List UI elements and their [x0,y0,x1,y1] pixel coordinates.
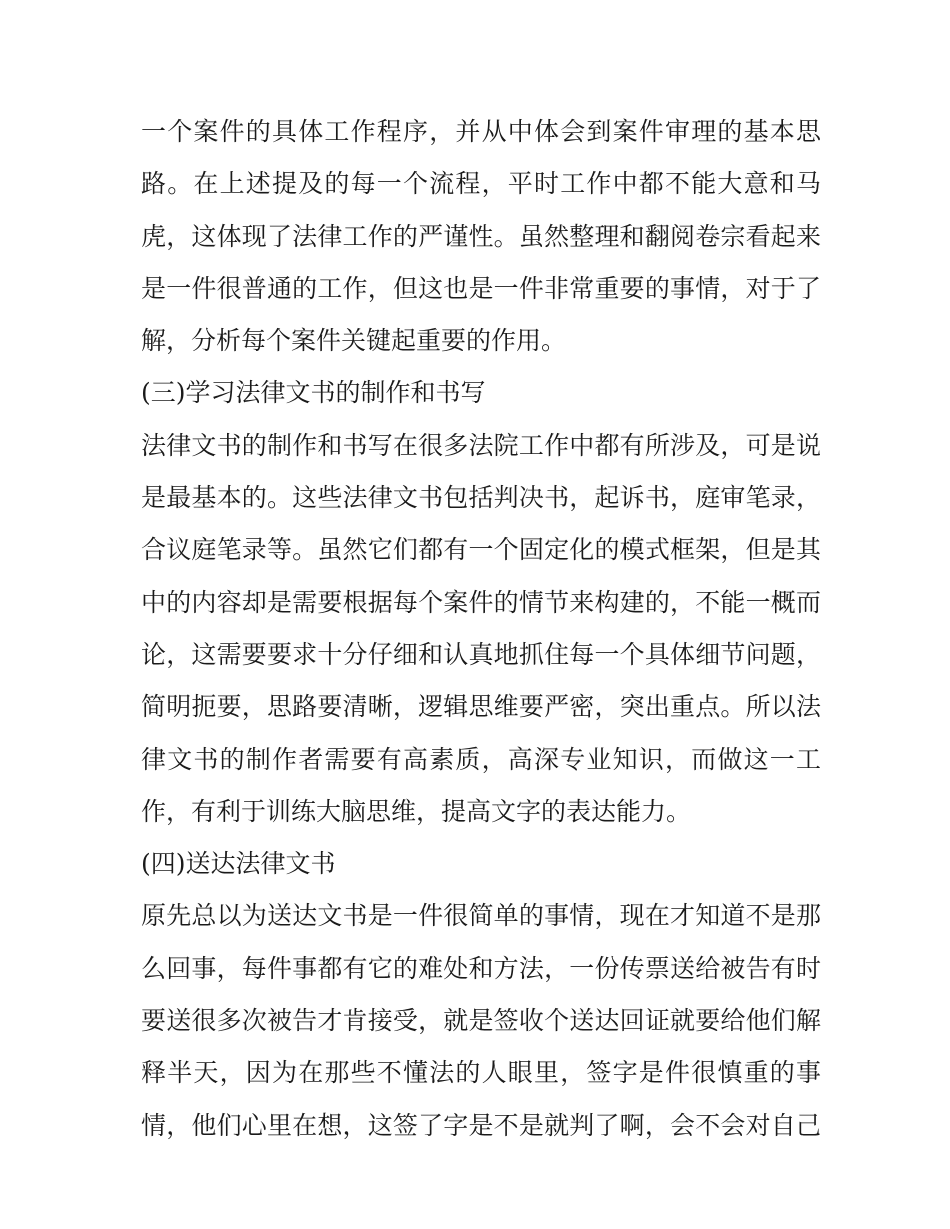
section-heading: (三)学习法律文书的制作和书写 [141,378,486,408]
paragraph-line: 虎，这体现了法律工作的严谨性。虽然整理和翻阅卷宗看起来 [141,221,821,251]
paragraph-line: 原先总以为送达文书是一件很简单的事情，现在才知道不是那 [141,901,821,931]
paragraph-line: 简明扼要，思路要清晰，逻辑思维要严密，突出重点。所以法 [141,692,821,722]
paragraph-line: 路。在上述提及的每一个流程，平时工作中都不能大意和马 [141,169,821,199]
section-heading: (四)送达法律文书 [141,849,336,879]
paragraph-line: 解，分析每个案件关键起重要的作用。 [141,326,567,356]
paragraph-line: 作，有利于训练大脑思维，提高文字的表达能力。 [141,796,692,826]
paragraph-line: 中的内容却是需要根据每个案件的情节来构建的，不能一概而 [141,587,821,617]
document-body [141,106,821,1152]
paragraph-line: 么回事，每件事都有它的难处和方法，一份传票送给被告有时 [141,953,821,983]
paragraph-line: 是最基本的。这些法律文书包括判决书，起诉书，庭审笔录， [141,483,821,513]
paragraph-line: 情，他们心里在想，这签了字是不是就判了啊，会不会对自己 [141,1110,821,1140]
paragraph-line: 法律文书的制作和书写在很多法院工作中都有所涉及，可是说 [141,430,821,460]
paragraph-line: 是一件很普通的工作，但这也是一件非常重要的事情，对于了 [141,273,821,303]
paragraph-line: 一个案件的具体工作程序，并从中体会到案件审理的基本思 [141,117,821,146]
paragraph-line: 论，这需要要求十分仔细和认真地抓住每一个具体细节问题， [141,639,821,669]
paragraph-line: 要送很多次被告才肯接受，就是签收个送达回证就要给他们解 [141,1006,821,1036]
paragraph-line: 律文书的制作者需要有高素质，高深专业知识，而做这一工 [141,744,821,774]
paragraph-line: 释半天，因为在那些不懂法的人眼里，签字是件很慎重的事 [141,1058,821,1088]
paragraph-line: 合议庭笔录等。虽然它们都有一个固定化的模式框架，但是其 [141,535,821,565]
